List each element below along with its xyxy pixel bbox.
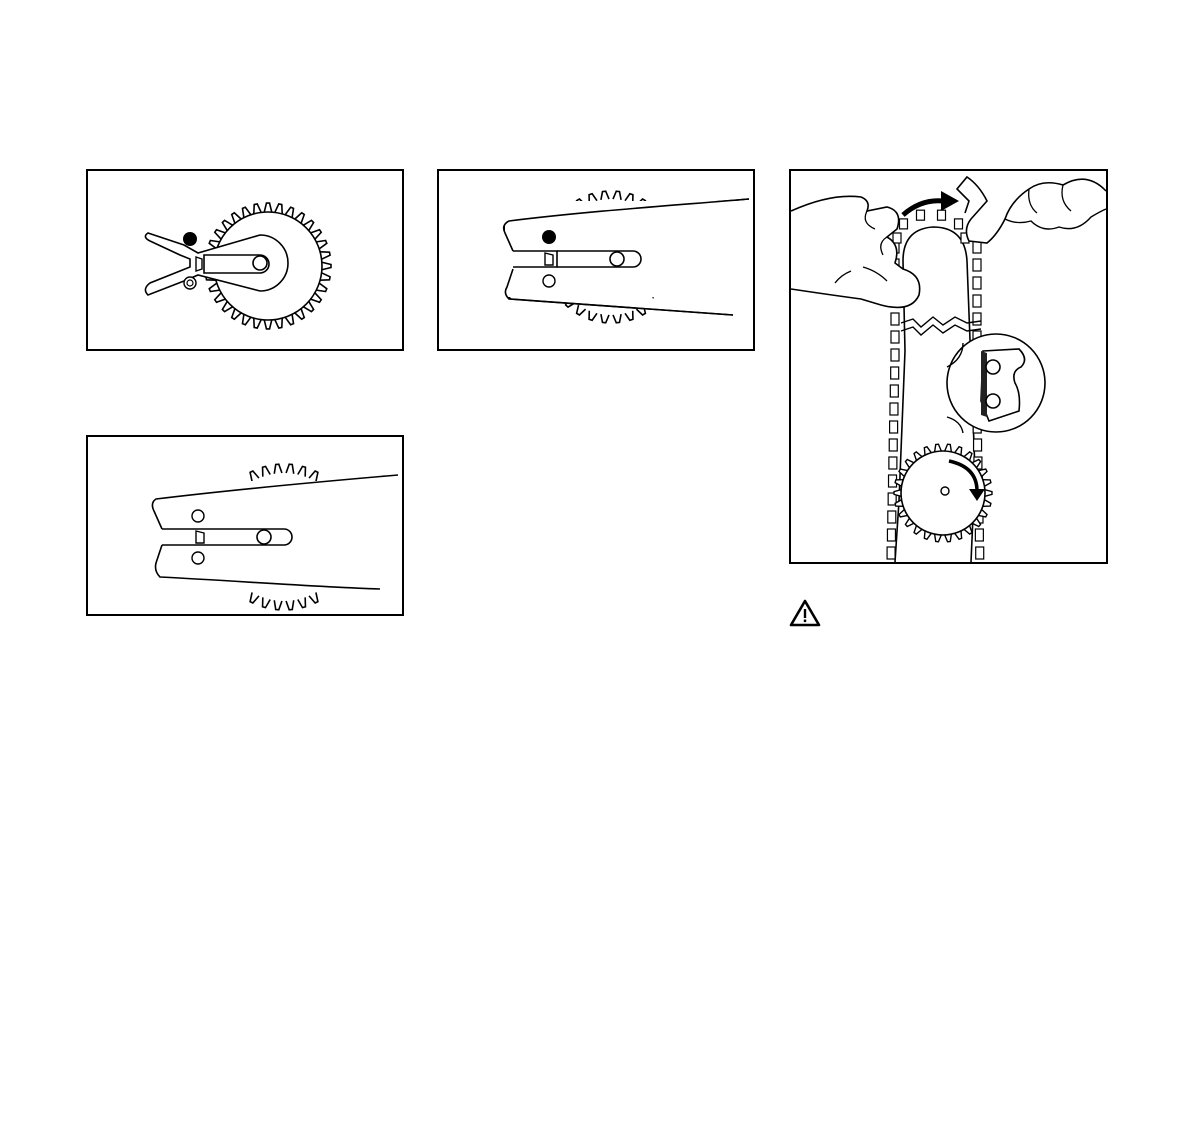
left-hand bbox=[791, 196, 920, 307]
sprocket-tooth bbox=[286, 464, 294, 474]
bar-collar-stud bbox=[610, 252, 624, 266]
chain-link bbox=[955, 219, 963, 229]
chain-link bbox=[973, 277, 981, 289]
sprocket-tooth bbox=[309, 471, 318, 482]
sprocket-tooth bbox=[286, 600, 294, 610]
sprocket-tooth bbox=[298, 597, 306, 607]
chain-link bbox=[938, 210, 946, 220]
bar-pin-upper bbox=[192, 510, 204, 522]
chain-link bbox=[891, 313, 899, 325]
right-hand bbox=[957, 177, 1106, 243]
collar-stud bbox=[253, 256, 267, 270]
chain-link bbox=[888, 511, 896, 523]
guide-bar-drawing bbox=[439, 171, 753, 349]
chain-link bbox=[891, 367, 899, 379]
sprocket-tooth bbox=[894, 490, 901, 497]
sprocket-tooth bbox=[263, 466, 271, 476]
sprocket-tooth bbox=[589, 311, 597, 320]
chain-link bbox=[976, 547, 984, 559]
chain-link bbox=[889, 439, 897, 451]
sprocket-tooth bbox=[613, 191, 621, 200]
sprocket-tooth bbox=[577, 305, 586, 315]
chain-link bbox=[899, 219, 907, 229]
chain-link bbox=[973, 313, 981, 325]
bar-collar-stud bbox=[257, 530, 271, 544]
chain-link bbox=[890, 421, 898, 433]
bar-pin-lower bbox=[192, 552, 204, 564]
rivet-top bbox=[986, 360, 1000, 374]
bar-pin-filled bbox=[542, 230, 556, 244]
warning-triangle-icon bbox=[789, 598, 821, 628]
bar-pin-open bbox=[543, 275, 555, 287]
sprocket-tooth bbox=[274, 600, 282, 610]
chain-link bbox=[973, 295, 981, 307]
sprocket-tooth bbox=[613, 314, 621, 323]
sprocket-tensioner-drawing bbox=[88, 171, 402, 349]
sprocket-tooth bbox=[309, 592, 318, 603]
sprocket-tooth bbox=[601, 314, 609, 323]
sprocket-tooth bbox=[322, 262, 331, 270]
chain-link bbox=[890, 385, 898, 397]
figure-guide-bar-alternate bbox=[86, 435, 404, 616]
tensioner-pin-filled bbox=[183, 232, 197, 246]
chain-link bbox=[890, 403, 898, 415]
figure-chain-installation bbox=[789, 169, 1108, 564]
chain-link bbox=[887, 529, 895, 541]
chain-link bbox=[916, 210, 924, 220]
chain-link bbox=[893, 233, 901, 243]
chain-link bbox=[889, 457, 897, 469]
sprocket-hub bbox=[941, 487, 949, 495]
figure-sprocket-tensioner bbox=[86, 169, 404, 351]
sprocket-tooth bbox=[263, 597, 271, 607]
chain-link bbox=[974, 439, 982, 451]
sprocket-tooth bbox=[298, 466, 306, 476]
chain-link bbox=[891, 331, 899, 343]
chain-link bbox=[891, 349, 899, 361]
sprocket-tooth bbox=[601, 191, 609, 200]
chain-link bbox=[887, 547, 895, 559]
sprocket-tooth bbox=[625, 311, 633, 320]
rivet-bottom bbox=[986, 394, 1000, 408]
guide-bar-alternate-drawing bbox=[88, 437, 402, 614]
sprocket-tooth bbox=[274, 464, 282, 474]
sprocket-tooth bbox=[264, 320, 272, 329]
figure-guide-bar-top bbox=[437, 169, 755, 351]
sprocket-tooth bbox=[250, 471, 259, 482]
chain-link bbox=[975, 529, 983, 541]
chain-link bbox=[973, 259, 981, 271]
sprocket-tooth bbox=[985, 490, 992, 497]
sprocket-tooth bbox=[264, 203, 272, 212]
chain-installation-drawing bbox=[791, 171, 1106, 562]
sprocket-tooth bbox=[250, 592, 259, 603]
